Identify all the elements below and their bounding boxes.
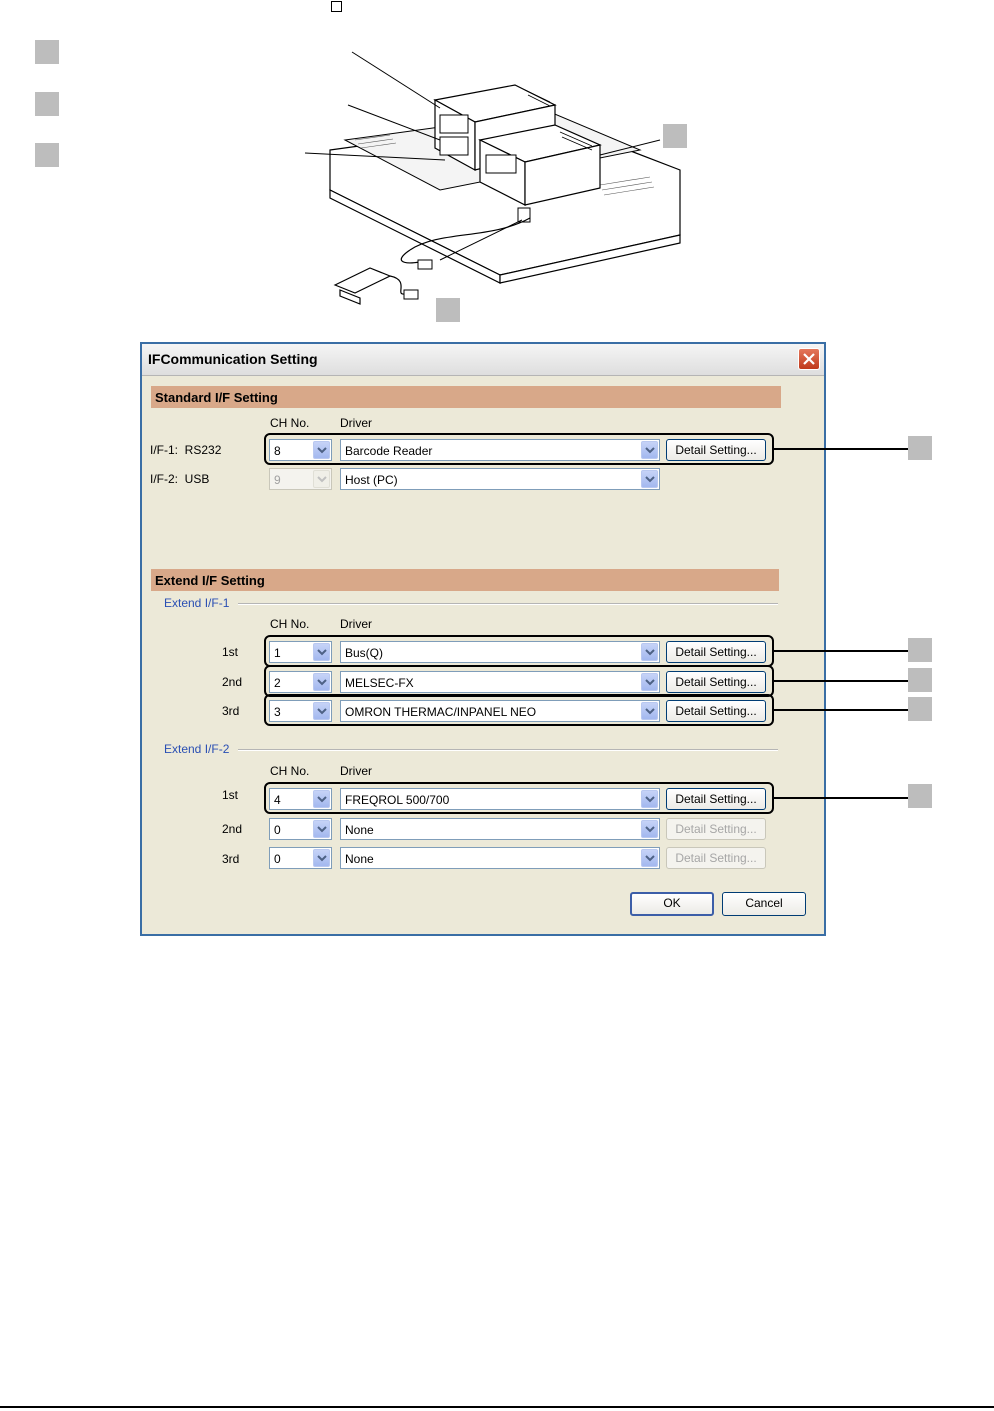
highlight-ext1-row2 xyxy=(264,665,774,697)
if1-driver-value: Barcode Reader xyxy=(345,444,433,458)
ext2-row3-ch-value: 0 xyxy=(274,852,281,866)
ext2-row3-ch-select[interactable] xyxy=(269,847,332,869)
extend-if-header: Extend I/F Setting xyxy=(151,569,779,591)
ext1-row2-driver-value: MELSEC-FX xyxy=(345,676,414,690)
ext1-row3-driver-value: OMRON THERMAC/INPANEL NEO xyxy=(345,705,537,719)
extend-if2-title: Extend I/F-2 xyxy=(164,742,230,756)
ext2-row3-driver-select[interactable] xyxy=(340,847,660,869)
ext2-row2-detail-button: Detail Setting... xyxy=(666,818,766,840)
ext1-row1-detail-button[interactable]: Detail Setting... xyxy=(666,641,766,663)
ext2-row3-detail-button: Detail Setting... xyxy=(666,847,766,869)
leader-line xyxy=(774,448,908,450)
dialog-titlebar xyxy=(142,344,824,376)
ext2-row1-driver-value: FREQROL 500/700 xyxy=(345,793,450,807)
if2-driver-value: Host (PC) xyxy=(345,473,398,487)
ext1-row1-ch-value: 1 xyxy=(274,646,281,660)
extend-if1-divider xyxy=(238,603,778,605)
callout-marker xyxy=(908,784,932,808)
ok-button[interactable]: OK xyxy=(630,892,714,916)
callout-marker xyxy=(908,668,932,692)
callout-marker xyxy=(908,436,932,460)
chevron-down-icon[interactable] xyxy=(641,849,658,867)
callout-marker xyxy=(35,40,59,64)
callout-marker xyxy=(908,697,932,721)
leader-line xyxy=(774,650,908,652)
ext1-row2-label: 2nd xyxy=(222,675,243,689)
chevron-down-icon[interactable] xyxy=(641,820,658,838)
extend-if2-driver-header: Driver xyxy=(340,764,372,778)
ext2-row3-label: 3rd xyxy=(222,852,240,866)
close-icon xyxy=(802,352,816,366)
if1-detail-button[interactable]: Detail Setting... xyxy=(666,439,766,461)
chevron-down-icon[interactable] xyxy=(313,820,330,838)
ext1-row2-detail-button[interactable]: Detail Setting... xyxy=(666,671,766,693)
callout-marker xyxy=(908,638,932,662)
ext2-row1-detail-button[interactable]: Detail Setting... xyxy=(666,788,766,810)
if2-driver-select[interactable] xyxy=(340,468,660,490)
if1-label: I/F-1: RS232 xyxy=(150,443,222,457)
standard-ch-header: CH No. xyxy=(270,416,310,430)
highlight-ext1-row3 xyxy=(264,694,774,726)
page-bottom-rule xyxy=(0,1406,994,1408)
chevron-down-icon[interactable] xyxy=(641,470,658,488)
extend-if2-ch-header: CH No. xyxy=(270,764,310,778)
got-unit-illustration xyxy=(300,40,700,310)
if1-ch-value: 8 xyxy=(274,444,281,458)
ext2-row2-ch-select[interactable] xyxy=(269,818,332,840)
ext2-row2-driver-value: None xyxy=(345,823,374,837)
if2-label: I/F-2: USB xyxy=(150,472,210,486)
ext2-row2-ch-value: 0 xyxy=(274,823,281,837)
highlight-ext1-row1 xyxy=(264,635,774,667)
chevron-down-icon xyxy=(313,470,330,488)
ext2-row3-driver-value: None xyxy=(345,852,374,866)
cancel-button[interactable]: Cancel xyxy=(722,892,806,916)
callout-marker xyxy=(35,92,59,116)
leader-line xyxy=(774,680,908,682)
highlight-ext2-row1 xyxy=(264,782,774,814)
chevron-down-icon[interactable] xyxy=(313,849,330,867)
ext1-row3-label: 3rd xyxy=(222,704,240,718)
ext1-row2-ch-value: 2 xyxy=(274,676,281,690)
extend-if1-title: Extend I/F-1 xyxy=(164,596,230,610)
standard-driver-header: Driver xyxy=(340,416,372,430)
ext1-row1-label: 1st xyxy=(222,645,239,659)
close-button[interactable] xyxy=(798,348,820,370)
checkbox-square xyxy=(331,1,342,12)
highlight-if1-row xyxy=(264,433,774,465)
ext1-row3-detail-button[interactable]: Detail Setting... xyxy=(666,700,766,722)
if2-ch-value: 9 xyxy=(274,473,281,487)
ext2-row2-label: 2nd xyxy=(222,822,243,836)
standard-if-header: Standard I/F Setting xyxy=(151,386,781,408)
ext2-row1-ch-value: 4 xyxy=(274,793,281,807)
callout-marker xyxy=(35,143,59,167)
if2-ch-select xyxy=(269,468,332,490)
leader-line xyxy=(774,797,908,799)
extend-if2-divider xyxy=(238,749,778,751)
ext2-row2-driver-select[interactable] xyxy=(340,818,660,840)
ext1-row3-ch-value: 3 xyxy=(274,705,281,719)
leader-line xyxy=(774,709,908,711)
extend-if1-driver-header: Driver xyxy=(340,617,372,631)
dialog-title: IFCommunication Setting xyxy=(148,351,318,367)
ext1-row1-driver-value: Bus(Q) xyxy=(345,646,384,660)
extend-if1-ch-header: CH No. xyxy=(270,617,310,631)
ext2-row1-label: 1st xyxy=(222,788,239,802)
